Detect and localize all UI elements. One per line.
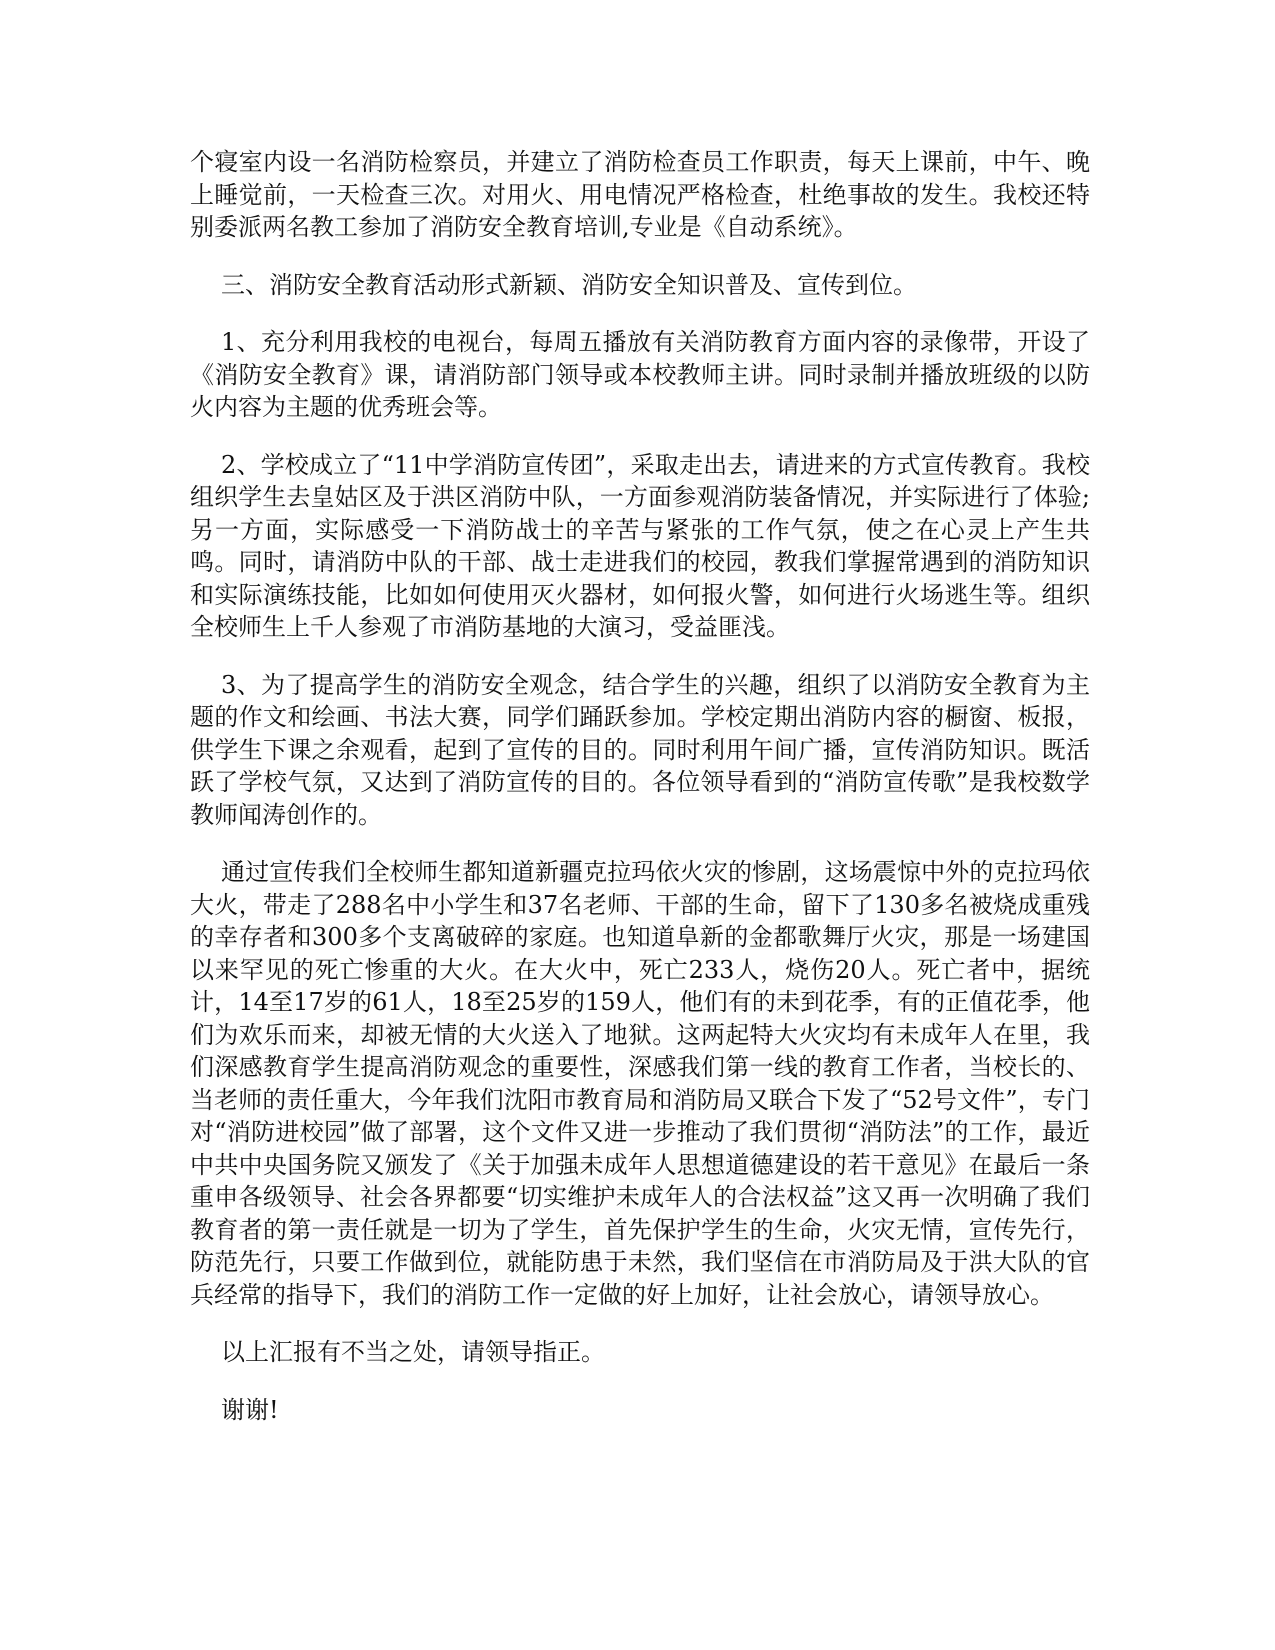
closing-thanks: 谢谢! (221, 1395, 279, 1424)
paragraph-dormitory-inspectors: 个寝室内设一名消防检察员，并建立了消防检查员工作职责，每天上课前，中午、晚上睡觉前，一天检查三次。对用火、用电情况严格检查，杜绝事故的发生。我校还特别委派两名教工参加了消防安全教育培训,专业是《自动系统》。 (190, 148, 1090, 241)
closing-request: 以上汇报有不当之处，请领导指正。 (221, 1338, 605, 1366)
section-heading-three: 三、消防安全教育活动形式新颖、消防安全知识普及、宣传到位。 (221, 270, 917, 299)
paragraph-item-3: 3、为了提高学生的消防安全观念，结合学生的兴趣，组织了以消防安全教育为主题的作文和绘画、书法大赛，同学们踊跃参加。学校定期出消防内容的橱窗、板报，供学生下课之余观看，起到了宣传的目的。同时利用午间广播，宣传消防知识。既活跃了学校气氛，又达到了消防宣传的目的。各位领导看到的“消防宣传歌”是我校数学教师闻涛创作的。 (190, 670, 1090, 829)
document-body (190, 146, 1090, 1426)
paragraph-fire-disasters: 通过宣传我们全校师生都知道新疆克拉玛依火灾的惨剧，这场震惊中外的克拉玛依大火，带走了288名中小学生和37名老师、干部的生命，留下了130多名被烧成重残的幸存者和300多个支离破碎的家庭。也知道阜新的金都歌舞厅火灾，那是一场建国以来罕见的死亡惨重的大火。在大火中，死亡233人，烧伤20人。死亡者中，据统计，14至17岁的61人，18至25岁的159人，他们有的未到花季，有的正值花季，他们为欢乐而来，却被无情的大火送入了地狱。这两起特大火灾均有未成年人在里，我们深感教育学生提高消防观念的重要性，深感我们第一线的教育工作者，当校长的、当老师的责任重大，今年我们沈阳市教育局和消防局又联合下发了“52号文件”，专门对“消防进校园”做了部署，这个文件又进一步推动了我们贯彻“消防法”的工作，最近中共中央国务院又颁发了《关于加强未成年人思想道德建设的若干意见》在最后一条重申各级领导、社会各界都要“切实维护未成年人的合法权益”这又再一次明确了我们教育者的第一责任就是一切为了学生，首先保护学生的生命，火灾无情，宣传先行，防范先行，只要工作做到位，就能防患于未然，我们坚信在市消防局及于洪大队的官兵经常的指导下，我们的消防工作一定做的好上加好，让社会放心，请领导放心。 (190, 858, 1090, 1309)
paragraph-item-1: 1、充分利用我校的电视台，每周五播放有关消防教育方面内容的录像带，开设了《消防安全教育》课，请消防部门领导或本校教师主讲。同时录制并播放班级的以防火内容为主题的优秀班会等。 (190, 328, 1090, 421)
paragraph-item-2: 2、学校成立了“11中学消防宣传团”，采取走出去，请进来的方式宣传教育。我校组织学生去皇姑区及于洪区消防中队，一方面参观消防装备情况，并实际进行了体验;另一方面，实际感受一下消防战士的辛苦与紧张的工作气氛，使之在心灵上产生共鸣。同时，请消防中队的干部、战士走进我们的校园，教我们掌握常遇到的消防知识和实际演练技能，比如如何使用灭火器材，如何报火警，如何进行火场逃生等。组织全校师生上千人参观了市消防基地的大演习，受益匪浅。 (190, 450, 1090, 641)
